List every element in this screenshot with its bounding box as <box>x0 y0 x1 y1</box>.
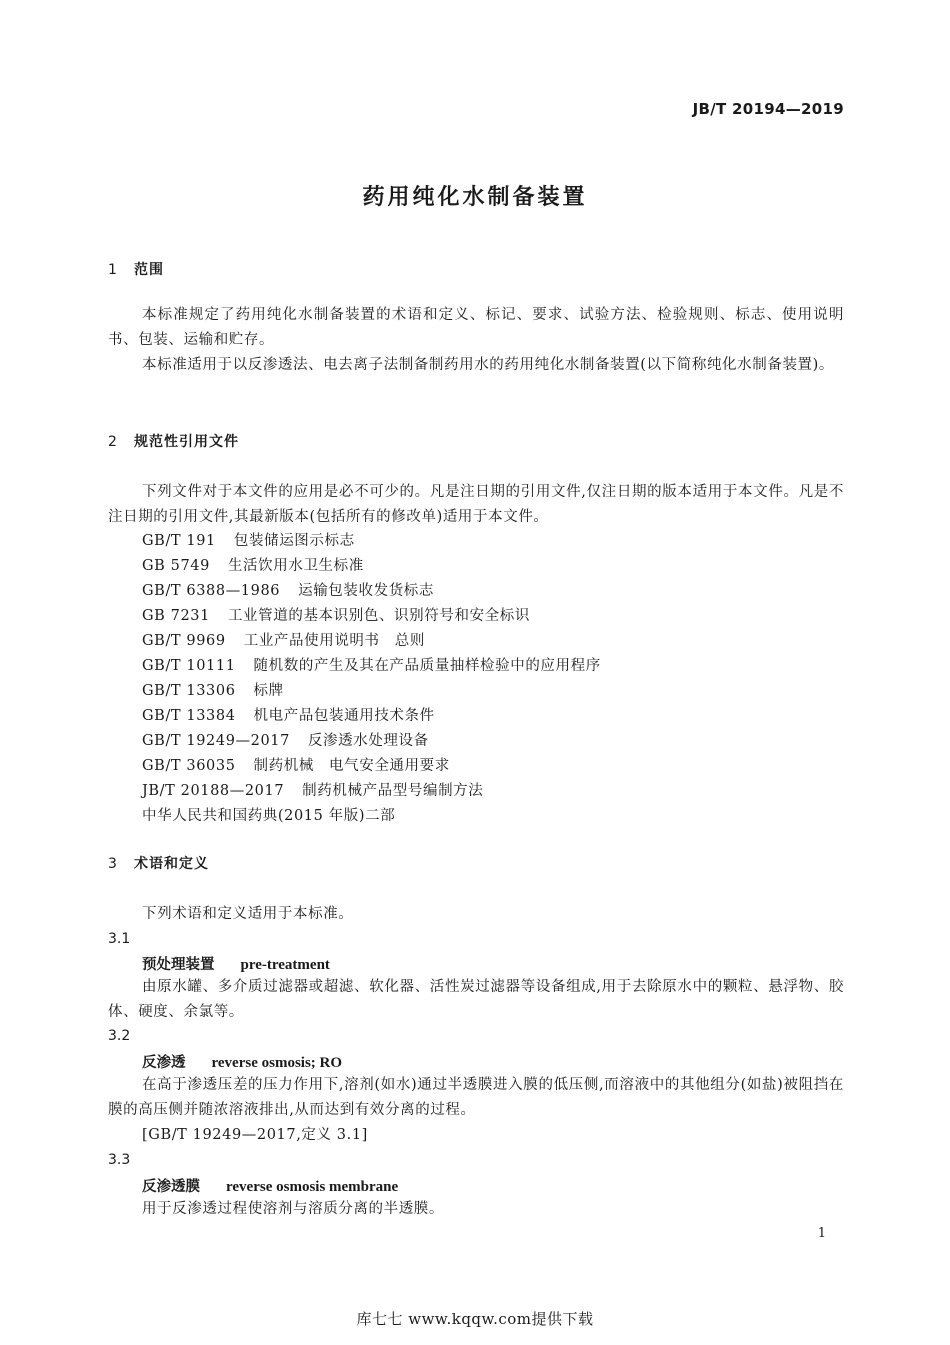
reference-code: GB/T 6388—1986 <box>142 583 281 599</box>
reference-title: 包装储运图示标志 <box>233 533 355 549</box>
reference-item <box>142 779 483 804</box>
reference-item <box>142 729 429 754</box>
standard-code: JB/T 20194—2019 <box>692 100 844 118</box>
section-1-paragraph-2: 本标准适用于以反渗透法、电去离子法制备制药用水的药用纯化水制备装置(以下简称纯化水制备装置)。 <box>142 357 835 373</box>
reference-title: 制药机械产品型号编制方法 <box>302 783 484 799</box>
reference-title: 机电产品包装通用技术条件 <box>253 708 435 724</box>
reference-item <box>142 604 530 629</box>
section-3-heading <box>108 853 209 873</box>
term-number: 3.3 <box>108 1152 131 1168</box>
reference-item <box>142 704 435 729</box>
reference-title: 中华人民共和国药典(2015 年版)二部 <box>142 808 396 824</box>
reference-code: GB/T 36035 <box>142 758 236 774</box>
term-zh: 预处理装置 <box>142 957 215 973</box>
reference-item <box>142 529 355 554</box>
section-1-title: 范围 <box>134 262 164 278</box>
reference-item <box>142 754 450 779</box>
reference-code: GB 5749 <box>142 558 210 574</box>
section-2-number: 2 <box>108 434 118 450</box>
section-1-number: 1 <box>108 262 118 278</box>
term-definition: 用于反渗透过程使溶剂与溶质分离的半透膜。 <box>142 1201 444 1217</box>
term-heading <box>142 1051 342 1072</box>
reference-item <box>142 629 425 654</box>
term-zh: 反渗透 <box>142 1055 186 1071</box>
section-3-number: 3 <box>108 856 118 872</box>
reference-code: GB/T 19249—2017 <box>142 733 290 749</box>
term-number: 3.1 <box>108 931 131 947</box>
reference-title: 运输包装收发货标志 <box>298 583 435 599</box>
term-en: pre-treatment <box>240 957 330 973</box>
reference-item <box>142 654 601 679</box>
reference-item <box>142 804 395 829</box>
document-title: 药用纯化水制备装置 <box>362 185 588 210</box>
section-3-intro: 下列术语和定义适用于本标准。 <box>142 906 354 922</box>
reference-code: GB 7231 <box>142 608 210 624</box>
section-1-paragraph-1: 本标准规定了药用纯化水制备装置的术语和定义、标记、要求、试验方法、检验规则、标志、使用说明书、包装、运输和贮存。 <box>108 307 844 348</box>
term-source: [GB/T 19249—2017,定义 3.1] <box>142 1127 368 1143</box>
reference-title: 生活饮用水卫生标准 <box>227 558 364 574</box>
section-2-title: 规范性引用文件 <box>134 434 239 450</box>
reference-title: 随机数的产生及其在产品质量抽样检验中的应用程序 <box>253 658 601 674</box>
download-footer: 库七七 www.kqqw.com提供下载 <box>356 1310 594 1328</box>
reference-item <box>142 579 434 604</box>
term-en: reverse osmosis; RO <box>211 1055 343 1071</box>
page-number: 1 <box>817 1226 826 1241</box>
reference-title: 工业管道的基本识别色、识别符号和安全标识 <box>227 608 530 624</box>
reference-code: GB/T 9969 <box>142 633 226 649</box>
term-heading <box>142 953 330 974</box>
reference-title: 标牌 <box>253 683 284 699</box>
reference-code: JB/T 20188—2017 <box>142 783 285 799</box>
reference-item <box>142 679 284 704</box>
reference-title: 工业产品使用说明书 总则 <box>243 633 425 649</box>
term-number: 3.2 <box>108 1028 131 1044</box>
term-definition: 在高于渗透压差的压力作用下,溶剂(如水)通过半透膜进入膜的低压侧,而溶液中的其他组分(如盐)被阻挡在膜的高压侧并随浓溶液排出,从而达到有效分离的过程。 <box>108 1077 844 1118</box>
section-1-heading <box>108 259 164 279</box>
reference-code: GB/T 13306 <box>142 683 236 699</box>
section-2-intro: 下列文件对于本文件的应用是必不可少的。凡是注日期的引用文件,仅注日期的版本适用于本文件。凡是不注日期的引用文件,其最新版本(包括所有的修改单)适用于本文件。 <box>108 484 844 525</box>
reference-code: GB/T 191 <box>142 533 216 549</box>
reference-code: GB/T 10111 <box>142 658 236 674</box>
term-zh: 反渗透膜 <box>142 1179 200 1195</box>
term-heading <box>142 1175 398 1196</box>
term-en: reverse osmosis membrane <box>226 1179 399 1195</box>
section-3-title: 术语和定义 <box>134 856 209 872</box>
reference-title: 反渗透水处理设备 <box>307 733 429 749</box>
reference-title: 制药机械 电气安全通用要求 <box>253 758 450 774</box>
reference-item <box>142 554 364 579</box>
term-definition: 由原水罐、多介质过滤器或超滤、软化器、活性炭过滤器等设备组成,用于去除原水中的颗粒、悬浮物、胶体、硬度、余氯等。 <box>108 979 844 1020</box>
reference-code: GB/T 13384 <box>142 708 236 724</box>
section-2-heading <box>108 431 239 451</box>
